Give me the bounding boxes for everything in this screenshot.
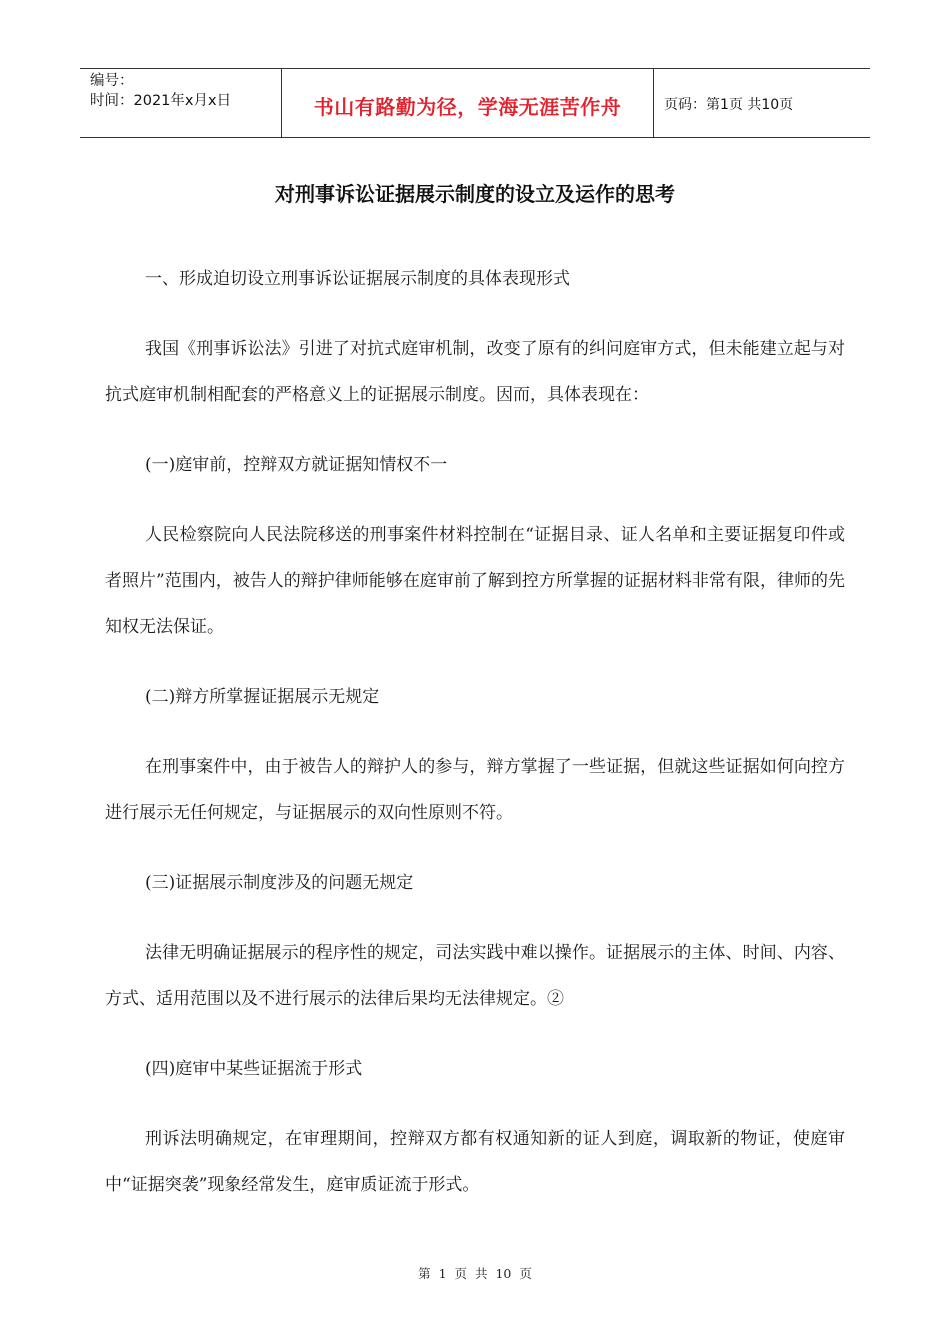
document-title: 对刑事诉讼证据展示制度的设立及运作的思考 <box>275 182 675 206</box>
body-paragraph: 人民检察院向人民法院移送的刑事案件材料控制在“证据目录、证人名单和主要证据复印件或者照片”范围内，被告人的辩护律师能够在庭审前了解到控方所掌握的证据材料非常有限，律师的先知权无法保证。 <box>105 525 845 637</box>
subsection-heading: (四)庭审中某些证据流于形式 <box>145 1059 363 1079</box>
body-paragraph: 在刑事案件中，由于被告人的辩护人的参与，辩方掌握了一些证据，但就这些证据如何向控方进行展示无任何规定，与证据展示的双向性原则不符。 <box>105 757 845 823</box>
header-motto: 书山有路勤为径，学海无涯苦作舟 <box>281 69 654 137</box>
page-footer: 第 1 页 共 10 页 <box>418 1266 532 1281</box>
header-table <box>80 68 870 138</box>
body-paragraph: 法律无明确证据展示的程序性的规定，司法实践中难以操作。证据展示的主体、时间、内容、方式、适用范围以及不进行展示的法律后果均无法律规定。② <box>105 943 845 1009</box>
subsection-heading: (一)庭审前，控辩双方就证据知情权不一 <box>145 455 448 475</box>
header-meta <box>80 69 281 137</box>
section-heading: 一、形成迫切设立刑事诉讼证据展示制度的具体表现形式 <box>145 269 570 289</box>
body-paragraph: 我国《刑事诉讼法》引进了对抗式庭审机制，改变了原有的纠问庭审方式，但未能建立起与对抗式庭审机制相配套的严格意义上的证据展示制度。因而，具体表现在： <box>105 339 845 405</box>
body-paragraph: 刑诉法明确规定，在审理期间，控辩双方都有权通知新的证人到庭，调取新的物证，使庭审中“证据突袭”现象经常发生，庭审质证流于形式。 <box>105 1129 845 1195</box>
subsection-heading: (二)辩方所掌握证据展示无规定 <box>145 687 380 707</box>
subsection-heading: (三)证据展示制度涉及的问题无规定 <box>145 873 414 893</box>
header-page-info: 页码：第1页 共10页 <box>664 97 794 113</box>
document-time-label: 时间：2021年x月x日 <box>90 93 232 109</box>
document-number-label: 编号： <box>90 73 134 89</box>
document-body <box>105 256 845 1232</box>
